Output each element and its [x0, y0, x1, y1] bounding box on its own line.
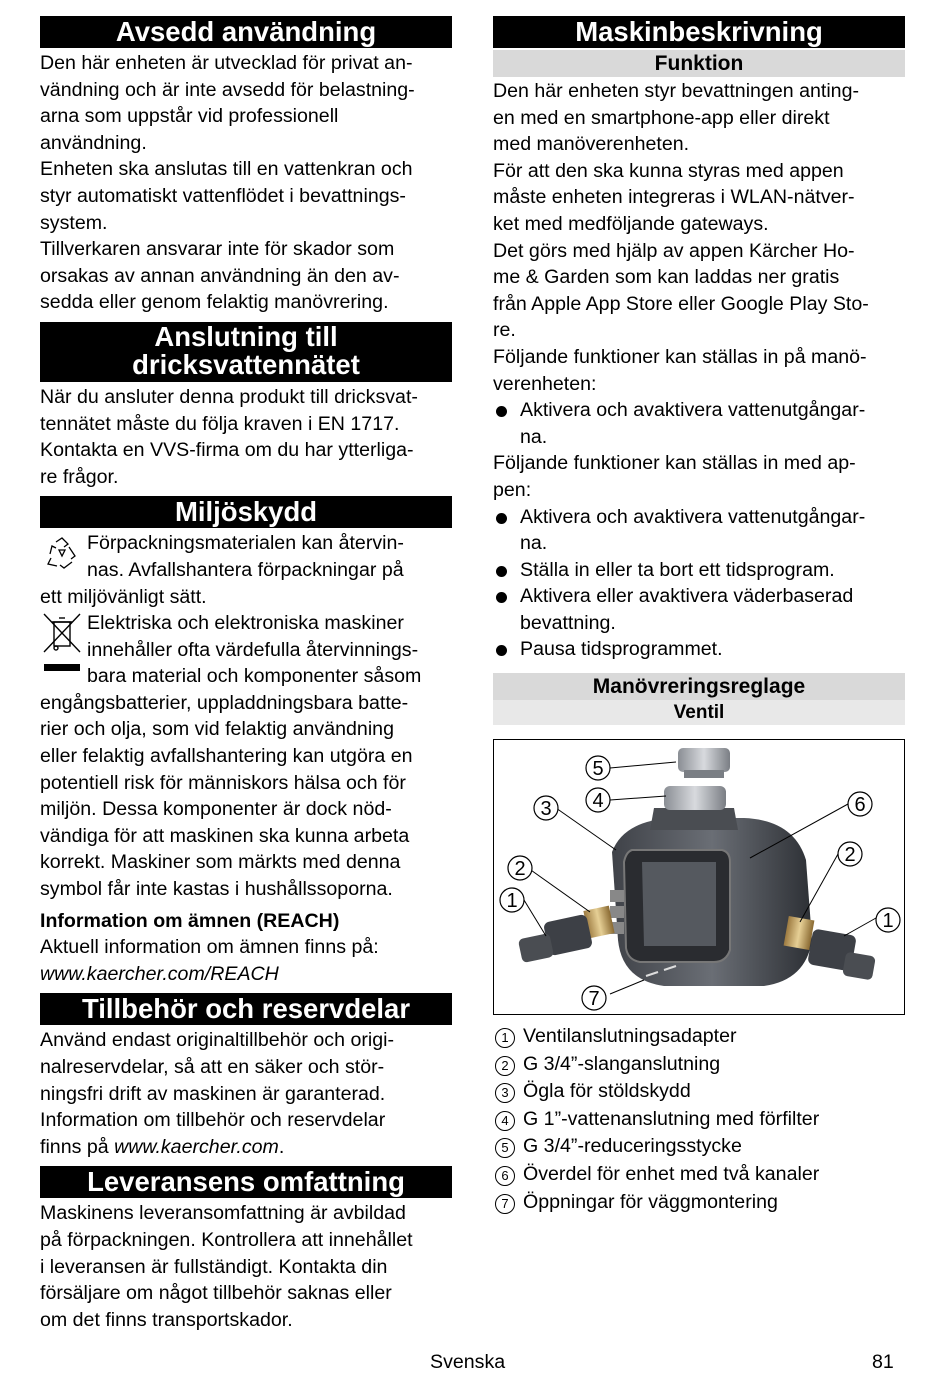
legend-item — [493, 1078, 905, 1106]
text-line: Maskinens leveransomfattning är avbildad — [40, 1202, 406, 1225]
legend-item — [493, 1051, 905, 1079]
text-line: pen: — [493, 478, 532, 501]
function-bullets-app — [493, 504, 905, 664]
legend-item — [493, 1106, 905, 1134]
callout-label: 1 — [506, 890, 518, 913]
bullet-text: Ställa in eller ta bort ett tidsprogram. — [520, 558, 835, 581]
text-line: Tillverkaren ansvarar inte för skador som — [40, 238, 395, 261]
legend-number: 5 — [495, 1138, 515, 1158]
callout-label: 5 — [592, 758, 604, 781]
legend-label: G 3/4”-reduceringsstycke — [523, 1135, 742, 1158]
valve-illustration — [493, 739, 905, 1015]
text-line: När du ansluter denna produkt till dricksvat- — [40, 385, 418, 408]
left-column — [40, 16, 452, 1333]
recycle-icon — [42, 534, 82, 574]
footer-language: Svenska — [430, 1351, 506, 1373]
text-line: Enheten ska anslutas till en vattenkran och — [40, 158, 413, 181]
reach-title: Information om ämnen (REACH) — [40, 909, 340, 932]
text-line: system. — [40, 211, 108, 234]
page-number: 81 — [872, 1351, 894, 1373]
recycle-tail: ett miljövänligt sätt. — [40, 585, 207, 608]
text-line: Det görs med hjälp av appen Kärcher Ho- — [493, 239, 855, 262]
text-line: Den här enheten styr bevattningen anting- — [493, 80, 859, 102]
legend — [493, 1023, 905, 1216]
subheading-function: Funktion — [493, 50, 905, 77]
text-line: Den här enheten är utvecklad för privat an- — [40, 52, 413, 74]
text-line: tennätet måste du följa kraven i EN 1717. — [40, 412, 400, 435]
drinking-water-text — [40, 384, 452, 490]
text-line: ket med medföljande gateways. — [493, 212, 769, 235]
bullet-text: Aktivera och avaktivera vattenutgångar- — [520, 505, 866, 528]
text-line: bara material och komponenter såsom — [87, 665, 422, 688]
subheading-controls: Manövreringsreglage — [493, 673, 905, 700]
legend-label: G 1”-vattenanslutning med förfilter — [523, 1107, 820, 1130]
text-line: engångsbatterier, uppladdningsbara batte- — [40, 691, 409, 714]
text-line: Använd endast originaltillbehör och origi- — [40, 1029, 394, 1052]
callout-label: 1 — [882, 910, 894, 933]
reach-text: Aktuell information om ämnen finns på: — [40, 936, 379, 959]
text-line: om det finns transportskador. — [40, 1308, 293, 1331]
function-bullets-unit — [493, 397, 905, 450]
text-line: på förpackningen. Kontrollera att innehållet — [40, 1228, 413, 1251]
text-line: Följande funktioner kan ställas in med ap- — [493, 452, 856, 475]
right-column — [493, 16, 905, 1216]
legend-number: 4 — [495, 1111, 515, 1131]
text-line: orsakas av annan användning än den av- — [40, 264, 400, 287]
text-line: vändning och är inte avsedd för belastning- — [40, 78, 415, 101]
reach-link[interactable]: www.kaercher.com/REACH — [40, 962, 279, 985]
bullet-text: na. — [520, 425, 548, 448]
callout-label: 4 — [592, 790, 604, 813]
legend-item — [493, 1023, 905, 1051]
accessories-text — [40, 1027, 452, 1133]
callout-label: 3 — [540, 798, 552, 821]
text-line: rier och olja, som vid felaktig användning — [40, 718, 394, 741]
text-line: ningsfri drift av maskinen är garanterad. — [40, 1082, 386, 1105]
bullet-item — [493, 583, 905, 636]
bullet-dot-icon — [496, 592, 507, 603]
callout-label: 2 — [514, 858, 526, 881]
text-line: styr automatiskt vattenflödet i bevattnings- — [40, 184, 406, 207]
text-line: sedda eller genom felaktig manövrering. — [40, 291, 389, 314]
text-line: vändiga för att maskinen ska kunna arbeta — [40, 824, 410, 847]
legend-label: Ögla för stöldskydd — [523, 1080, 691, 1103]
callout-label: 6 — [854, 794, 866, 817]
text-line: potentiell risk för människors hälsa och för — [40, 771, 406, 794]
legend-item — [493, 1161, 905, 1189]
text-line: re frågor. — [40, 465, 119, 488]
legend-item — [493, 1133, 905, 1161]
bullet-text: Pausa tidsprogrammet. — [520, 638, 723, 661]
legend-number: 7 — [495, 1194, 515, 1214]
legend-number: 6 — [495, 1166, 515, 1186]
heading-intended-use: Avsedd användning — [40, 16, 452, 48]
text-line: innehåller ofta värdefulla återvinnings- — [87, 638, 419, 661]
recycle-block — [40, 530, 452, 610]
weee-block — [40, 610, 452, 903]
text-line: re. — [493, 319, 516, 342]
subheading-valve: Ventil — [493, 700, 905, 725]
text-line: nas. Avfallshantera förpackningar på — [87, 558, 404, 581]
bullet-dot-icon — [496, 645, 507, 656]
legend-number: 2 — [495, 1056, 515, 1076]
text-line: korrekt. Maskiner som märkts med denna — [40, 851, 401, 874]
text-line: arna som uppstår vid professionell — [40, 105, 339, 128]
bullet-dot-icon — [496, 566, 507, 577]
legend-label: Ventilanslutningsadapter — [523, 1025, 737, 1048]
bullet-text: Aktivera och avaktivera vattenutgångar- — [520, 399, 866, 422]
legend-label: Överdel för enhet med två kanaler — [523, 1163, 820, 1186]
function-text-app — [493, 450, 905, 503]
callout-label: 2 — [844, 844, 856, 867]
crossed-bin-icon — [42, 612, 82, 674]
legend-item — [493, 1189, 905, 1217]
bullet-dot-icon — [496, 406, 507, 417]
text-line: Information om tillbehör och reservdelar — [40, 1109, 386, 1132]
heading-drinking-water: Anslutning till dricksvattennätet — [40, 322, 452, 382]
text-line: i leveransen är fullständigt. Kontakta din — [40, 1255, 388, 1278]
text-line: från Apple App Store eller Google Play Sto- — [493, 292, 869, 315]
valve-drawing — [494, 740, 904, 1014]
kaercher-link[interactable]: www.kaercher.com — [114, 1135, 279, 1158]
legend-label: G 3/4”-slanganslutning — [523, 1052, 721, 1075]
text-line: en med en smartphone-app eller direkt — [493, 106, 830, 129]
text-line: Kontakta en VVS-firma om du har ytterliga- — [40, 439, 414, 462]
bullet-item — [493, 636, 905, 663]
function-text — [493, 78, 905, 397]
scope-of-delivery-text — [40, 1200, 452, 1333]
legend-number: 1 — [495, 1028, 515, 1048]
text-line: verenheten: — [493, 372, 597, 395]
heading-scope-of-delivery: Leveransens omfattning — [40, 1166, 452, 1198]
text-line: användning. — [40, 131, 147, 154]
bullet-text: bevattning. — [520, 611, 616, 634]
text-line: eller felaktig avfallshantering kan utgöra en — [40, 745, 413, 768]
heading-accessories: Tillbehör och reservdelar — [40, 993, 452, 1025]
text-line: miljön. Dessa komponenter är dock nöd- — [40, 798, 392, 821]
legend-label: Öppningar för väggmontering — [523, 1190, 778, 1213]
callout-label: 7 — [588, 988, 600, 1011]
heading-machine-description: Maskinbeskrivning — [493, 16, 905, 48]
text-line: Följande funktioner kan ställas in på manö- — [493, 345, 867, 368]
bullet-dot-icon — [496, 513, 507, 524]
text-line: Förpackningsmaterialen kan återvin- — [87, 532, 404, 555]
text-line: För att den ska kunna styras med appen — [493, 159, 844, 182]
text-line: nalreservdelar, så att en säker och stör- — [40, 1056, 385, 1078]
text-line: måste enheten integreras i WLAN-nätver- — [493, 186, 855, 209]
legend-number: 3 — [495, 1083, 515, 1103]
text-line: symbol får inte kastas i hushållssoporna. — [40, 878, 393, 901]
text-line: med manöverenheten. — [493, 133, 690, 156]
bullet-item — [493, 397, 905, 450]
text-line: Elektriska och elektroniska maskiner — [87, 612, 404, 635]
valve-body — [610, 748, 812, 986]
bullet-text: na. — [520, 532, 548, 555]
text-line: me & Garden som kan laddas ner gratis — [493, 266, 840, 289]
text-line: försäljare om något tillbehör saknas eller — [40, 1282, 392, 1305]
intended-use-text — [40, 50, 452, 316]
bullet-item — [493, 504, 905, 557]
heading-environment: Miljöskydd — [40, 496, 452, 528]
bullet-item — [493, 557, 905, 584]
bullet-text: Aktivera eller avaktivera väderbaserad — [520, 585, 854, 608]
accessories-last-line: finns på www.kaercher.com. — [40, 1135, 285, 1158]
